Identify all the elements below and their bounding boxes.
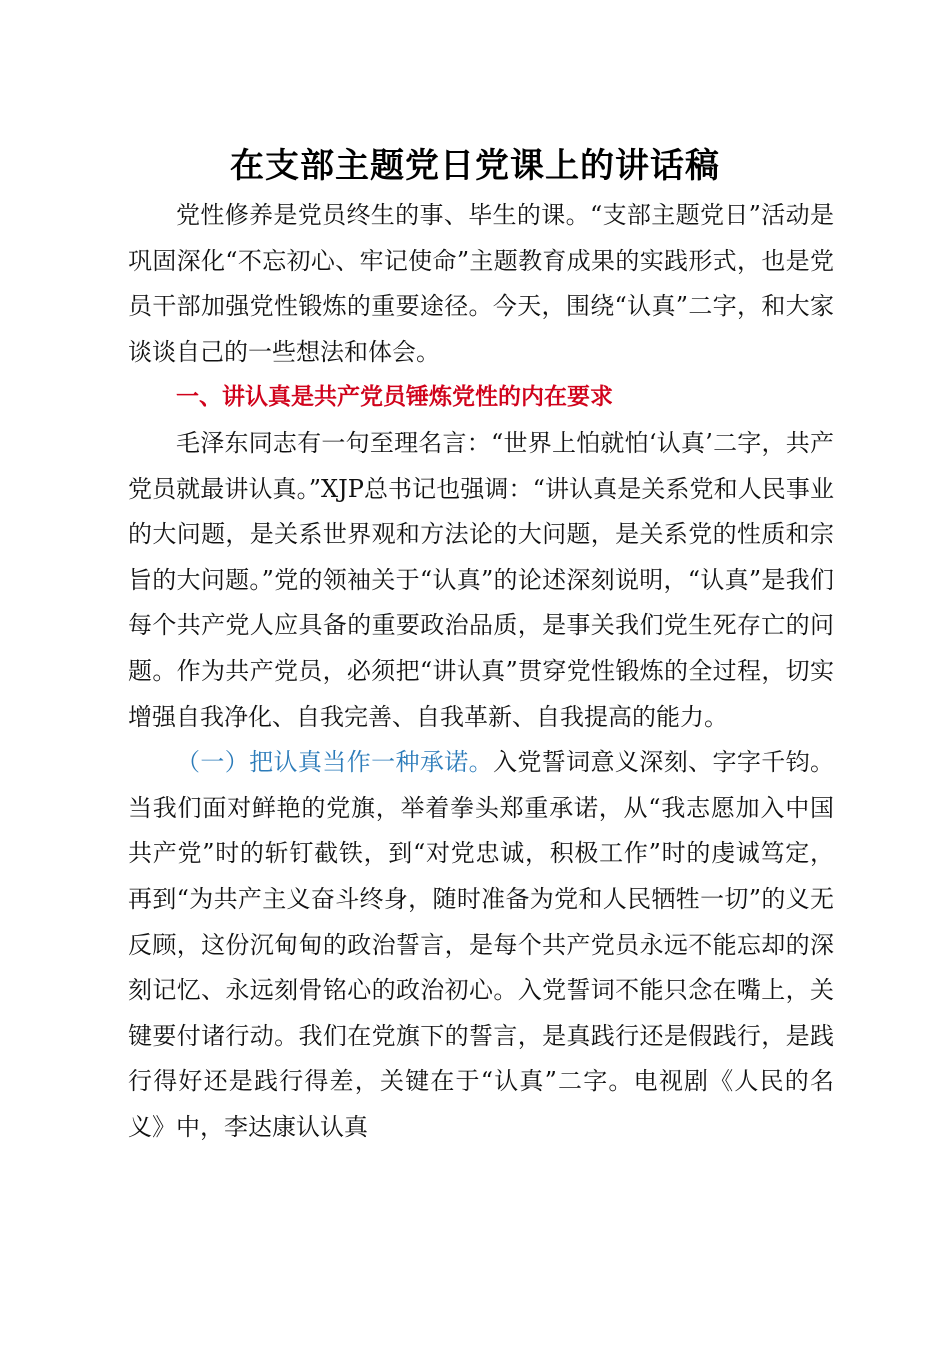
subsection1-text: 入党誓词意义深刻、字字千钧。当我们面对鲜艳的党旗，举着拳头郑重承诺，从“我志愿加入中国共产党”时的斩钉截铁，到“对党忠诚，积极工作”时的虔诚笃定，再到“为共产主义奋斗终身，随时准备为党和人民牺牲一切”的义无反顾，这份沉甸甸的政治誓言，是每个共产党员永远不能忘却的深刻记忆、永远刻骨铭心的政治初心。入党誓词不能只念在嘴上，关键要付诸行动。我们在党旗下的誓言，是真践行还是假践行，是践行得好还是践行得差，关键在于“认真”二字。电视剧《人民的名义》中，李达康认认真	[128, 748, 834, 1141]
section1-paragraph: 毛泽东同志有一句至理名言：“世界上怕就怕‘认真’二字，共产党员就最讲认真。”XJP总书记也强调：“讲认真是关系党和人民事业的大问题，是关系世界观和方法论的大问题，是关系党的性质和宗旨的大问题。”党的领袖关于“认真”的论述深刻说明，“认真”是我们每个共产党人应具备的重要政治品质，是事关我们党生死存亡的问题。作为共产党员，必须把“讲认真”贯穿党性锻炼的全过程，切实增强自我净化、自我完善、自我革新、自我提高的能力。	[128, 428, 834, 731]
document-body	[128, 193, 834, 1150]
section-heading-1: 一、讲认真是共产党员锤炼党性的内在要求	[176, 384, 613, 411]
intro-paragraph: 党性修养是党员终生的事、毕生的课。“支部主题党日”活动是巩固深化“不忘初心、牢记使命”主题教育成果的实践形式，也是党员干部加强党性锻炼的重要途径。今天，围绕“认真”二字，和大家谈谈自己的一些想法和体会。	[128, 201, 834, 366]
subsection-heading-1: （一）把认真当作一种承诺。	[176, 748, 493, 777]
subsection1-paragraph	[128, 740, 834, 1150]
document-title: 在支部主题党日党课上的讲话稿	[230, 146, 720, 186]
